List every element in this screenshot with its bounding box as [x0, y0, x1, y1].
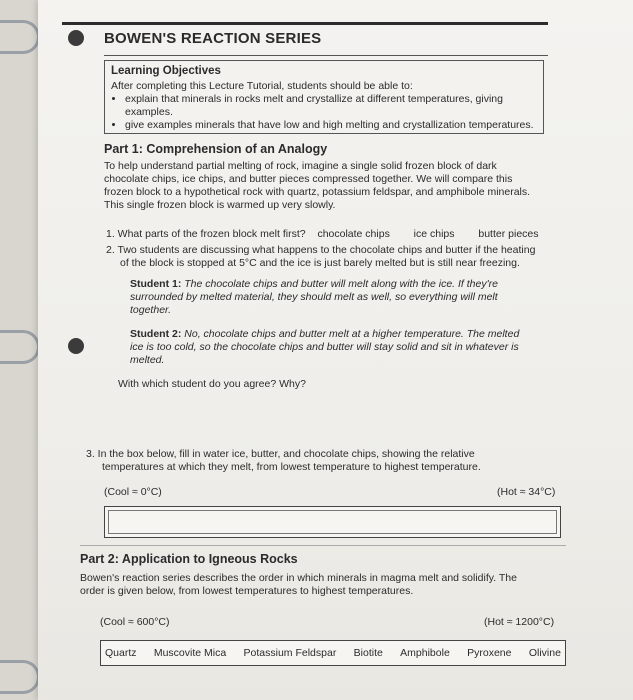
punch-hole-middle — [68, 338, 84, 354]
question-2-line: of the block is stopped at 5°C and the ice is just barely melted but is still near freezing. — [120, 257, 520, 269]
agree-question: With which student do you agree? Why? — [118, 378, 306, 390]
question-1 — [106, 228, 556, 241]
part2-paragraph — [80, 572, 570, 598]
mineral-biotite: Biotite — [353, 647, 383, 659]
objectives-list — [111, 93, 537, 132]
title-rule-bottom — [104, 55, 548, 56]
part2-cool-label: (Cool ≈ 600°C) — [100, 616, 170, 628]
question-3 — [86, 448, 556, 474]
q1-option-butter[interactable]: butter pieces — [478, 228, 539, 240]
student-2-statement — [130, 328, 550, 367]
mineral-quartz: Quartz — [105, 647, 137, 659]
part1-line: To help understand partial melting of rock, imagine a single solid frozen block of dark — [104, 160, 497, 172]
mineral-muscovite: Muscovite Mica — [153, 647, 227, 659]
student-2-line: ice is too cold, so the chocolate chips and butter will stay solid and sit in whatever is — [130, 341, 519, 353]
student-1-line: The chocolate chips and butter will melt along with the ice. If they're — [184, 278, 498, 290]
question-2 — [106, 244, 556, 270]
objective-item: • give examples minerals that have low and high melting and crystallization temperatures. — [125, 119, 537, 132]
objectives-intro: After completing this Lecture Tutorial, students should be able to: — [111, 80, 413, 92]
punch-hole-top — [68, 30, 84, 46]
objectives-heading: Learning Objectives — [111, 65, 221, 77]
question-3-line: 3. In the box below, fill in water ice, butter, and chocolate chips, showing the relative — [86, 448, 475, 460]
student-1-line: together. — [130, 304, 172, 316]
learning-objectives-box — [104, 60, 544, 134]
student-1-line: surrounded by melted material, they should melt as well, so everything will melt — [130, 291, 498, 303]
question-3-line: temperatures at which they melt, from lowest temperature to highest temperature. — [102, 461, 481, 473]
part1-paragraph — [104, 160, 554, 212]
question-2-line: 2. Two students are discussing what happens to the chocolate chips and butter if the heating — [106, 244, 536, 256]
q1-option-ice[interactable]: ice chips — [413, 228, 455, 240]
binder-ring-middle — [0, 330, 40, 364]
part1-line: frozen block to a hypothetical rock with quartz, potassium feldspar, and amphibole minerals. — [104, 186, 531, 198]
binder-ring-top — [0, 20, 40, 54]
student-2-line: melted. — [130, 354, 165, 366]
mineral-amphibole: Amphibole — [400, 647, 450, 659]
q3-cool-label: (Cool ≈ 0°C) — [104, 486, 162, 498]
part1-heading: Part 1: Comprehension of an Analogy — [104, 142, 328, 156]
q3-hot-label: (Hot ≈ 34°C) — [497, 486, 556, 498]
page-title: BOWEN'S REACTION SERIES — [104, 30, 322, 47]
part1-line: This single frozen block is warmed up very slowly. — [104, 199, 336, 211]
section-divider — [80, 545, 566, 546]
mineral-pyroxene: Pyroxene — [467, 647, 512, 659]
binder-ring-bottom — [0, 660, 40, 694]
student-1-statement — [130, 278, 550, 317]
mineral-k-feldspar: Potassium Feldspar — [243, 647, 337, 659]
objective-item: • explain that minerals in rocks melt and crystallize at different temperatures, giving examples. — [125, 93, 537, 119]
question-1-text: 1. What parts of the frozen block melt first? — [106, 228, 306, 240]
part2-hot-label: (Hot ≈ 1200°C) — [484, 616, 555, 628]
mineral-olivine: Olivine — [528, 647, 561, 659]
q3-answer-box-inner — [108, 510, 557, 534]
part2-heading: Part 2: Application to Igneous Rocks — [80, 552, 298, 566]
title-rule-top — [62, 22, 548, 25]
student-1-label: Student 1: — [130, 278, 182, 290]
q3-answer-box[interactable] — [104, 506, 561, 538]
student-2-label: Student 2: — [130, 328, 182, 340]
part2-line: order is given below, from lowest temperatures to highest temperatures. — [80, 585, 414, 597]
q1-option-chocolate[interactable]: chocolate chips — [317, 228, 390, 240]
mineral-order-box — [100, 640, 566, 666]
part1-line: chocolate chips, ice chips, and butter pieces compressed together. We will compare this — [104, 173, 513, 185]
part2-line: Bowen's reaction series describes the order in which minerals in magma melt and solidify. The — [80, 572, 517, 584]
student-2-line: No, chocolate chips and butter melt at a higher temperature. The melted — [184, 328, 520, 340]
